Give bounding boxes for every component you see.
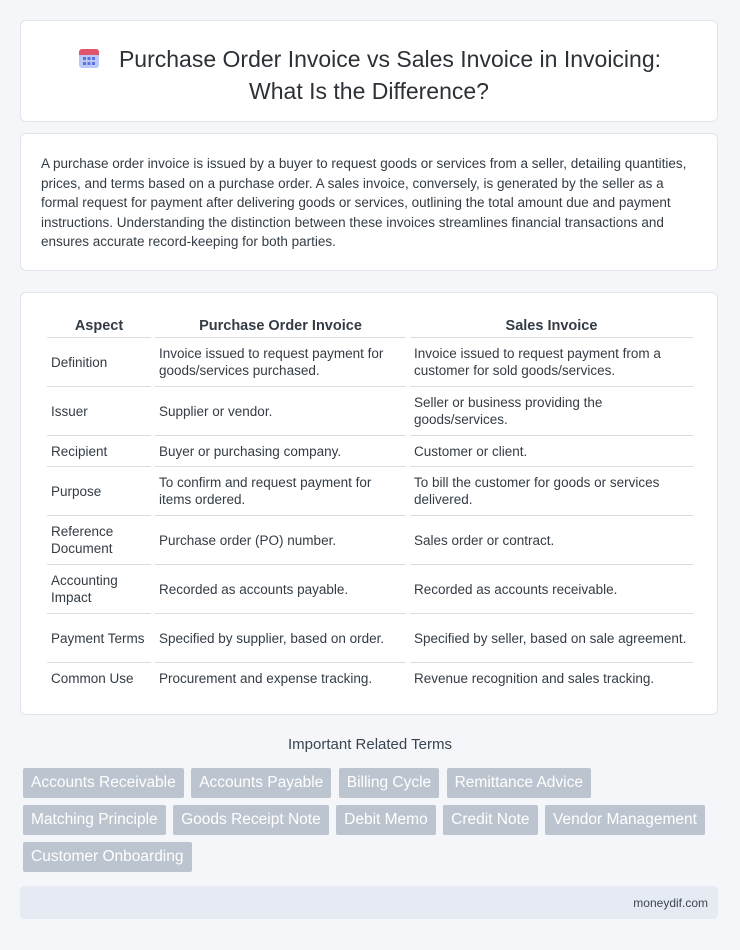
comparison-table [43,315,697,693]
tag-matching-principle[interactable]: Matching Principle [23,805,166,835]
table-row [47,614,693,663]
related-terms-tags [23,768,713,879]
table-row [47,338,693,387]
related-terms-title: Important Related Terms [288,736,452,753]
row-aspect: Definition [47,338,151,387]
tag-vendor-management[interactable]: Vendor Management [545,805,705,835]
tag-accounts-receivable[interactable]: Accounts Receivable [23,768,184,798]
row-sales-value: Revenue recognition and sales tracking. [414,670,655,686]
row-aspect: Accounting Impact [47,565,151,614]
tag-goods-receipt-note[interactable]: Goods Receipt Note [173,805,329,835]
page-title-wrap [61,45,677,106]
table-header-row [47,315,693,338]
header-purchase-order-invoice: Purchase Order Invoice [155,315,406,338]
footer [20,886,718,919]
row-purchase-order-value: Invoice issued to request payment for goods/services purchased. [155,338,406,387]
tag-credit-note[interactable]: Credit Note [443,805,537,835]
page-title: Purchase Order Invoice vs Sales Invoice in Invoicing: What Is the Difference? [118,46,662,104]
row-aspect: Payment Terms [47,614,151,663]
calendar-icon [77,46,101,77]
row-sales-value: Recorded as accounts receivable. [410,565,693,614]
row-aspect: Issuer [47,387,151,436]
row-purchase-order-value: Recorded as accounts payable. [155,565,406,614]
tag-customer-onboarding[interactable]: Customer Onboarding [23,842,192,872]
table-row [47,516,693,565]
row-purchase-order-value: Purchase order (PO) number. [155,516,406,565]
tag-remittance-advice[interactable]: Remittance Advice [447,768,591,798]
row-aspect: Common Use [51,670,134,686]
header-card [20,20,718,122]
intro-text: A purchase order invoice is issued by a buyer to request goods or services from a seller, detailing quantities, prices, and terms based on a purchase order. A sales invoice, conversely, is generated by the seller as a formal request for payment after delivering goods or services, outlining the total amount due and payment instructions. Understanding the distinction between these invoices streamlines financial transactions and ensures accurate record-keeping for both parties. [41,156,687,249]
footer-site[interactable]: moneydif.com [633,896,708,910]
table-row [47,663,693,693]
table-row [47,436,693,467]
header-sales-invoice: Sales Invoice [410,315,693,338]
row-aspect: Recipient [47,436,151,467]
tag-accounts-payable[interactable]: Accounts Payable [191,768,331,798]
row-purchase-order-value: Specified by supplier, based on order. [155,614,406,663]
intro-card [20,133,718,271]
row-aspect: Reference Document [47,516,151,565]
row-sales-value: Invoice issued to request payment from a customer for sold goods/services. [410,338,693,387]
header-aspect: Aspect [47,315,151,338]
table-row [47,467,693,516]
table-row [47,387,693,436]
row-aspect: Purpose [47,467,151,516]
table-row [47,565,693,614]
row-purchase-order-value: To confirm and request payment for items ordered. [155,467,406,516]
row-purchase-order-value: Procurement and expense tracking. [159,670,373,686]
row-sales-value: Sales order or contract. [410,516,693,565]
row-sales-value: To bill the customer for goods or services delivered. [410,467,693,516]
row-sales-value: Specified by seller, based on sale agreement. [410,614,693,663]
row-purchase-order-value: Supplier or vendor. [155,387,406,436]
comparison-card [20,292,718,715]
tag-billing-cycle[interactable]: Billing Cycle [339,768,439,798]
row-purchase-order-value: Buyer or purchasing company. [155,436,406,467]
row-sales-value: Customer or client. [410,436,693,467]
tag-debit-memo[interactable]: Debit Memo [336,805,436,835]
row-sales-value: Seller or business providing the goods/services. [410,387,693,436]
